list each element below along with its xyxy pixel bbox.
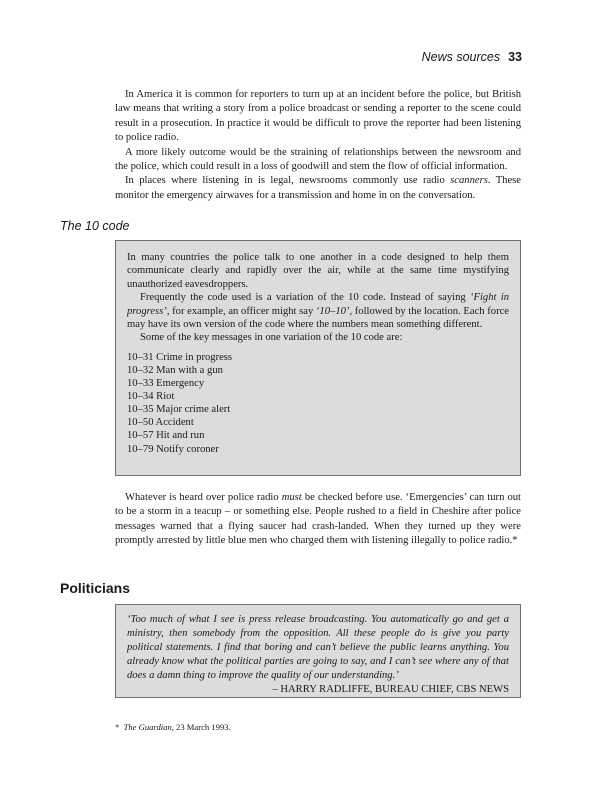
ten-code-box [115, 240, 521, 476]
paragraph: Some of the key messages in one variation of the 10 code are: [140, 332, 403, 344]
paragraph: In America it is common for reporters to turn up at an incident before the police, but British law means that writing a story from a police broadcast or sending a reporter to the scene could result in a prosecution. In practice it would be difficult to prove the reporter had been listening to police radio. [115, 89, 521, 144]
quote-box [115, 604, 521, 698]
list-item: 10–31 Crime in progress [127, 351, 233, 363]
footnote-date: , 23 March 1993. [171, 722, 231, 732]
paragraph: In many countries the police talk to one another in a code designed to help them communicate clearly and rapidly over the air, while at the same time mystifying unauthorized eavesdroppers. [127, 252, 509, 290]
footnote-marker: * [115, 722, 120, 732]
list-item: 10–79 Notify coroner [127, 443, 219, 455]
code-list [127, 351, 509, 456]
footnote-source: The Guardian [123, 722, 172, 732]
list-item: 10–34 Riot [127, 391, 175, 403]
emphasis: scanners [450, 175, 488, 187]
list-item: 10–50 Accident [127, 417, 194, 429]
footnote [115, 722, 231, 732]
running-header [422, 50, 522, 64]
quote-attribution: – HARRY RADLIFFE, BUREAU CHIEF, CBS NEWS [272, 684, 509, 695]
list-item: 10–32 Man with a gun [127, 364, 223, 376]
paragraph: A more likely outcome would be the straining of relationships between the newsroom and the police, which could result in a loss of goodwill and stem the flow of official information. [115, 146, 521, 173]
list-item: 10–57 Hit and run [127, 430, 205, 442]
emphasis: must [281, 492, 302, 503]
quote-text: ‘Too much of what I see is press release broadcasting. You automatically go and get a ministry, then somebody from the opposition. All these people do is give you party political statements. I find that boring and can’t believe the public learns anything. You already know what the political parties are going to say, and I can’t see where any of that does a damn thing to improve the quality of our understanding.’ [127, 614, 509, 681]
paragraph: Whatever is heard over police radio must be checked before use. ‘Emergencies’ can turn out to be a storm in a teacup – or something else. People rushed to a field in Cheshire after police messages warned that a flying saucer had crash-landed. When they turned up they were promptly arrested by little blue men who charged them with listening illegally to police radio.* [115, 492, 521, 547]
subheading-10-code: The 10 code [60, 219, 130, 233]
list-item: 10–35 Major crime alert [127, 404, 231, 416]
intro-text [115, 88, 521, 203]
paragraph: In places where listening in is legal, newsrooms commonly use radio scanners. These monitor the emergency airwaves for a transmission and home in on the conversation. [115, 175, 522, 201]
section-title: News sources [421, 50, 501, 64]
paragraph: Frequently the code used is a variation of the 10 code. Instead of saying ‘Fight in progress’, for example, an officer might say ‘10–10’, followed by the location. Each force may have its own version of the code where the numbers mean something different. [127, 292, 509, 331]
section-heading-politicians: Politicians [60, 580, 131, 596]
after-box-text [115, 491, 521, 549]
page-number: 33 [508, 50, 522, 64]
list-item: 10–33 Emergency [127, 378, 205, 390]
